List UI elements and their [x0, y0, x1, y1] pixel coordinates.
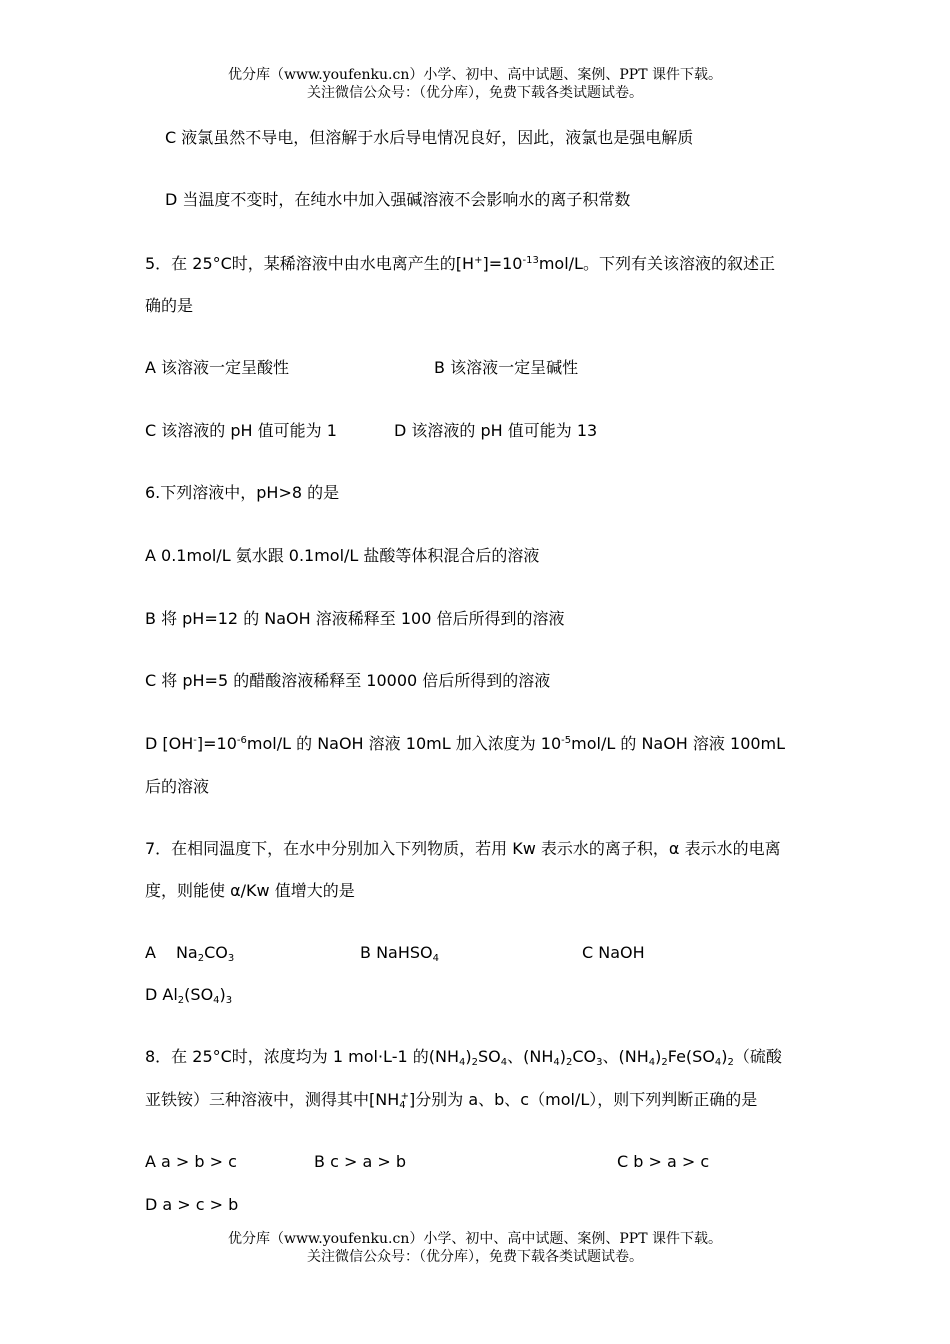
- q7-option-d: D $Al_2(SO_4)_3$: [145, 985, 233, 1006]
- q5-option-a: A 该溶液一定呈酸性: [145, 358, 290, 377]
- q8-stem-line-2: 亚铁铵）三种溶液中，测得其中$[NH_4^+]$分别为 a、b、c（mol/L），则下列判断正确的是: [145, 1090, 758, 1111]
- q5-option-b: B 该溶液一定呈碱性: [434, 358, 579, 377]
- q7-stem-line-1: 7．在相同温度下，在水中分别加入下列物质，若用 Kw 表示水的离子积，α 表示水的电离: [145, 839, 781, 858]
- q4-option-d: D 当温度不变时，在纯水中加入强碱溶液不会影响水的离子积常数: [165, 190, 631, 209]
- q5-option-c: C 该溶液的 pH 值可能为 1: [145, 421, 337, 440]
- q6-stem: 6.下列溶液中，pH>8 的是: [145, 483, 340, 502]
- q7-option-a: A $Na_2CO_3$: [145, 943, 235, 964]
- q6-option-a: A 0.1mol/L 氨水跟 0.1mol/L 盐酸等体积混合后的溶液: [145, 546, 540, 565]
- q8-option-b: B c > a > b: [314, 1152, 406, 1171]
- q5-stem-line-1: 5．在 25°C时，某稀溶液中由水电离产生的$[H^+]=10^{-13}mol/L$。下列有关该溶液的叙述正: [145, 254, 775, 273]
- q4-option-c: C 液氯虽然不导电，但溶解于水后导电情况良好，因此，液氯也是强电解质: [165, 128, 694, 147]
- q8-option-d: D a > c > b: [145, 1195, 239, 1214]
- q6-option-c: C 将 pH=5 的醋酸溶液稀释至 10000 倍后所得到的溶液: [145, 671, 551, 690]
- header-line-1: 优分库（www.youfenku.cn）小学、初中、高中试题、案例、PPT 课件下载。: [227, 67, 722, 83]
- header-line-2: 关注微信公众号：（优分库），免费下载各类试题试卷。: [307, 85, 643, 101]
- q8-option-a: A a > b > c: [145, 1152, 237, 1171]
- q7-stem-line-2: 度，则能使 α/Kw 值增大的是: [145, 881, 355, 900]
- footer-line-2: 关注微信公众号：（优分库），免费下载各类试题试卷。: [307, 1249, 643, 1265]
- q6-option-d-line-1: D $[OH^-]=10^{-6}mol/L$ 的 NaOH 溶液 10mL 加入浓度为 $10^{-5}mol/L$ 的 NaOH 溶液 100mL: [145, 734, 786, 753]
- q6-option-b: B 将 pH=12 的 NaOH 溶液稀释至 100 倍后所得到的溶液: [145, 609, 565, 628]
- q7-option-c: C NaOH: [582, 943, 645, 962]
- q6-option-d-line-2: 后的溶液: [145, 777, 210, 796]
- footer-line-1: 优分库（www.youfenku.cn）小学、初中、高中试题、案例、PPT 课件下载。: [227, 1231, 722, 1247]
- q5-stem-line-2: 确的是: [145, 296, 194, 315]
- q8-option-c: C b > a > c: [617, 1152, 710, 1171]
- page-footer: [0, 1230, 950, 1266]
- q8-stem-line-1: 8．在 25°C时，浓度均为 1 mol·L-1 的$(NH_4)_2SO_4$、$(NH_4)_2CO_3$、$(NH_4)_2Fe(SO_4)_2$（硫酸: [145, 1047, 782, 1068]
- q5-option-d: D 该溶液的 pH 值可能为 13: [394, 421, 598, 440]
- page-header: [0, 66, 950, 102]
- q7-option-b: B NaHSO$_4$: [360, 943, 439, 964]
